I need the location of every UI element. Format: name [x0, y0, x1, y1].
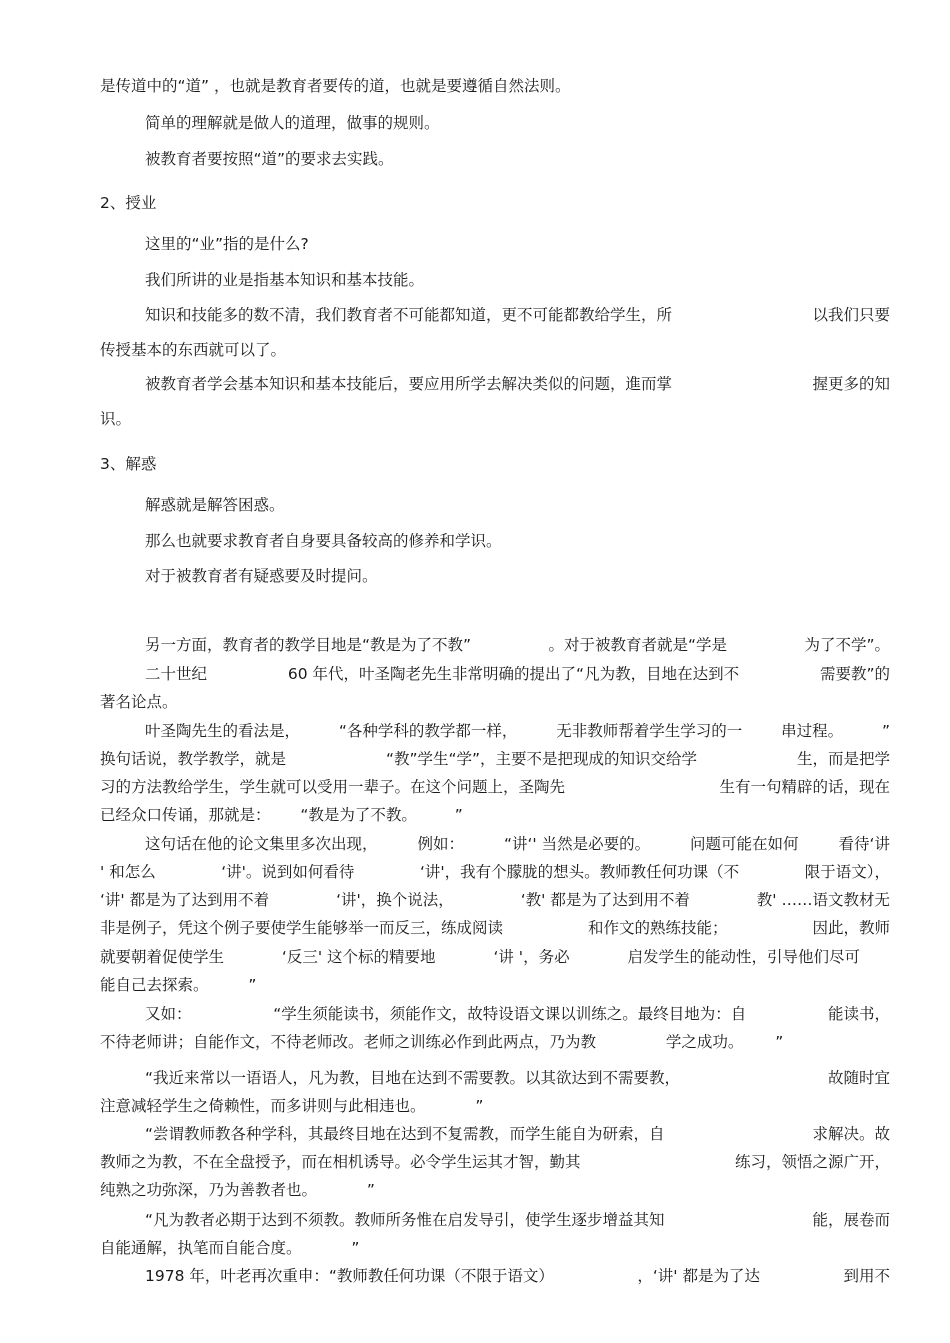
text-run: 串过程。 — [781, 722, 844, 740]
paragraph-line: 被教育者要按照“道”的要求去实践。 — [145, 150, 394, 168]
paragraph-line — [145, 834, 890, 854]
text-run: 二十世纪 — [145, 665, 208, 683]
text-run: 已经众口传诵，那就是： — [100, 806, 271, 824]
text-run: 到用不 — [843, 1267, 890, 1285]
text-run: 学之成功。 — [665, 1033, 744, 1051]
paragraph-line — [100, 918, 890, 938]
paragraph-line — [145, 1004, 890, 1024]
section-heading: 2、授业 — [100, 194, 157, 212]
paragraph-line — [100, 1238, 890, 1258]
text-run: 教师之为教，不在全盘授予，而在相机诱导。必令学生运其才智，勤其 — [100, 1153, 581, 1171]
paragraph-line — [145, 305, 890, 325]
text-run: “各种学科的教学都一样， — [338, 722, 518, 740]
paragraph-line — [100, 1180, 890, 1200]
paragraph-line — [100, 1032, 890, 1052]
paragraph-line — [145, 1210, 890, 1230]
text-run: 这句话在他的论文集里多次出现， — [145, 835, 378, 853]
paragraph-line: 是传道中的“道” ，也就是教育者要传的道，也就是要遵循自然法则。 — [100, 77, 571, 95]
text-run: 能，展卷而 — [812, 1211, 890, 1229]
text-run: 握更多的知 — [812, 375, 890, 393]
text-run: ‘反三' 这个标的精要地 — [281, 948, 436, 966]
paragraph-line — [100, 947, 860, 967]
text-run: “教是为了不教。 — [300, 806, 417, 824]
text-run: 生，而是把学 — [796, 750, 890, 768]
paragraph-line: 那么也就要求教育者自身要具备较高的修养和学识。 — [145, 532, 502, 550]
paragraph-line — [145, 721, 890, 741]
text-run: 限于语文）， — [804, 863, 890, 881]
text-run: 能读书， — [827, 1005, 890, 1023]
paragraph-line — [145, 635, 890, 655]
text-run: ” — [475, 1097, 484, 1115]
text-run: ，‘讲' 都是为了达 — [637, 1267, 760, 1285]
paragraph-line — [100, 862, 890, 882]
paragraph-line: 识。 — [100, 410, 132, 428]
paragraph-line — [100, 1152, 890, 1172]
text-run: 习的方法教给学生，学生就可以受用一辈子。在这个问题上，圣陶先 — [100, 778, 566, 796]
text-run: 启发学生的能动性，引导他们尽可 — [627, 948, 860, 966]
paragraph-line — [100, 1096, 890, 1116]
text-run: 知识和技能多的数不清，我们教育者不可能都知道，更不可能都教给学生，所 — [145, 306, 673, 324]
text-run: 注意减轻学生之倚赖性，而多讲则与此相违也。 — [100, 1097, 426, 1115]
text-run: 看待‘讲 — [838, 835, 890, 853]
section-heading: 3、解惑 — [100, 455, 157, 473]
text-run: 练习，领悟之源广开， — [734, 1153, 890, 1171]
text-run: 1978 年，叶老再次重申：“教师教任何功课（不限于语文） — [145, 1267, 554, 1285]
paragraph-line — [145, 374, 890, 394]
text-run: ” — [248, 976, 257, 994]
text-run: 就要朝着促使学生 — [100, 948, 225, 966]
text-run: ” — [881, 722, 890, 740]
text-run: ” — [351, 1239, 360, 1257]
text-run: 纯熟之功弥深，乃为善教者也。 — [100, 1181, 318, 1199]
text-run: 问题可能在如何 — [690, 835, 799, 853]
text-run: 换句话说，教学教学，就是 — [100, 750, 287, 768]
text-run: 例如： — [417, 835, 464, 853]
paragraph-line: 解惑就是解答困惑。 — [145, 496, 285, 514]
text-run: ” — [775, 1033, 784, 1051]
text-run: 又如： — [145, 1005, 192, 1023]
text-run: 以我们只要 — [812, 306, 890, 324]
text-run: ” — [366, 1181, 375, 1199]
text-run: “学生须能读书，须能作文，故特设语文课以训练之。最终目地为：自 — [273, 1005, 747, 1023]
text-run: 不待老师讲；自能作文，不待老师改。老师之训练必作到此两点，乃为教 — [100, 1033, 597, 1051]
paragraph-line: 我们所讲的业是指基本知识和基本技能。 — [145, 271, 425, 289]
text-run: 求解决。故 — [812, 1125, 890, 1143]
text-run: 能自己去探索。 — [100, 976, 209, 994]
paragraph-line — [145, 1124, 890, 1144]
paragraph-line — [100, 749, 890, 769]
text-run: ‘讲 '，务必 — [493, 948, 570, 966]
text-run: 非是例子，凭这个例子要使学生能够举一而反三，练成阅读 — [100, 919, 504, 937]
paragraph-line: 对于被教育者有疑惑要及时提问。 — [145, 567, 378, 585]
text-run: “尝谓教师教各种学科，其最终目地在达到不复需教，而学生能自为研索，自 — [145, 1125, 665, 1143]
text-run: 60 年代，叶圣陶老先生非常明确的提出了“凡为教，目地在达到不 — [287, 665, 740, 683]
text-run: ‘讲' 都是为了达到用不着 — [100, 891, 270, 909]
paragraph-line: 这里的“业”指的是什么? — [145, 235, 309, 253]
paragraph-line — [145, 1266, 890, 1286]
text-run: “凡为教者必期于达到不须教。教师所务惟在启发导引，使学生逐步增益其知 — [145, 1211, 665, 1229]
text-run: ‘教' 都是为了达到用不着 — [520, 891, 690, 909]
text-run: 生有一句精辟的话，现在 — [719, 778, 890, 796]
text-run: 故随时宜 — [827, 1069, 890, 1087]
paragraph-line — [100, 777, 890, 797]
text-run: ‘讲'。说到如何看待 — [221, 863, 355, 881]
text-run: 无非教师帮着学生学习的一 — [556, 722, 743, 740]
paragraph-line — [100, 975, 890, 995]
paragraph-line — [145, 1068, 890, 1088]
text-run: 。对于被教育者就是“学是 — [548, 636, 728, 654]
text-run: 被教育者学会基本知识和基本技能后，要应用所学去解决类似的问题，進而掌 — [145, 375, 673, 393]
text-run: ‘讲'，换个说法， — [336, 891, 454, 909]
text-run: “我近来常以一语语人，凡为教，目地在达到不需要教。以其欲达到不需要教， — [145, 1069, 681, 1087]
text-run: 另一方面，教育者的教学目地是“教是为了不教” — [145, 636, 472, 654]
paragraph-line: 著名论点。 — [100, 693, 178, 711]
text-run: 需要教”的 — [819, 665, 890, 683]
text-run: 教' ……语文教材无 — [756, 891, 890, 909]
text-run: ‘讲'，我有个朦胧的想头。教师教任何功课（不 — [419, 863, 740, 881]
paragraph-line — [100, 890, 890, 910]
paragraph-line: 传授基本的东西就可以了。 — [100, 341, 287, 359]
paragraph-line — [145, 664, 890, 684]
text-run: 自能通解，执笔而自能合度。 — [100, 1239, 302, 1257]
text-run: 因此，教师 — [812, 919, 890, 937]
text-run: ' 和怎么 — [100, 863, 156, 881]
text-run: “讲‘' 当然是必要的。 — [503, 835, 651, 853]
text-run: 为了不学”。 — [804, 636, 890, 654]
paragraph-line — [100, 805, 890, 825]
text-run: 和作文的熟练技能； — [587, 919, 728, 937]
text-run: “教”学生“学”，主要不是把现成的知识交给学 — [385, 750, 698, 768]
text-run: 叶圣陶先生的看法是， — [145, 722, 301, 740]
text-run: ” — [454, 806, 463, 824]
paragraph-line: 简单的理解就是做人的道理，做事的规则。 — [145, 114, 440, 132]
